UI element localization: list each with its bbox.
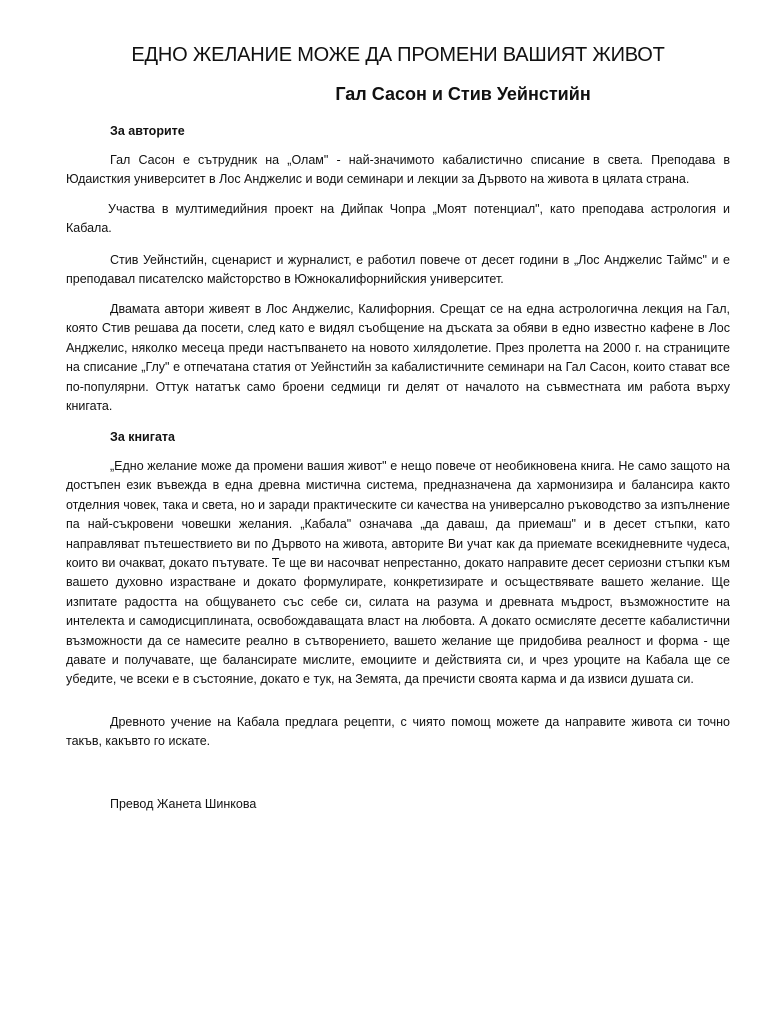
authors-line: Гал Сасон и Стив Уейнстийн: [335, 84, 591, 104]
about-book-paragraph-2: Древното учение на Кабала предлага рецепти, с чиято помощ можете да направите живота си точно такъв, какъвто го искате.: [66, 715, 730, 749]
about-authors-paragraph-2: Участва в мултимедийния проект на Дийпак Чопра „Моят потенциал", като преподава астрология и Кабала.: [66, 202, 730, 236]
about-authors-paragraph-1: Гал Сасон е сътрудник на „Олам" - най-значимото кабалистично списание в света. Преподава в Юдаисткия университет в Лос Анджелис и води семинари и лекции за Дървото на живота в цялата страна.: [66, 153, 730, 187]
about-book-paragraph-1: „Едно желание може да промени вашия живот" е нещо повече от необикновена книга. Не само защото на достъпен език въвежда в една древна мистична система, предназначена да хармонизира и балансира както отделния човек, така и света, но и заради практическите си качества на универсално ръководство за изпълнение па най-съкровени човешки желания. „Кабала" означава „да даваш, да приемаш" и в десет стъпки, като направляват пътешествието ви по Дървото на живота, авторите Ви учат как да приемате всекидневните чудеса, които ви очакват, докато пътувате. Те ще ви насочват непрестанно, докато направите десет сериозни стъпки към вашето духовно израстване и докато формулирате, конкретизирате и осъществявате вашето желание. Ще изпитате радостта на общуването със себе си, силата на разума и древната мъдрост, възможностите на интелекта и самодисциплината, освобождаващата власт на любовта. А докато осмисляте десетте кабалистични възможности да се намесите реално в сътворението, вашето желание ще придобива реалност и форма - ще давате и получавате, ще балансирате мислите, емоциите и действията си, и чрез уроците на Кабала ще се убедите, че всеки е в състояние, докато е тук, на Земята, да пречисти своята карма и да извиси душата си.: [66, 459, 730, 687]
about-book-heading: За книгата: [110, 430, 175, 444]
about-authors-paragraph-3: Стив Уейнстийн, сценарист и журналист, е работил повече от десет години в „Лос Анджелис Таймс" и е преподавал писателско майсторство в Южнокалифорнийския университет.: [66, 253, 730, 287]
about-authors-paragraph-4: Двамата автори живеят в Лос Анджелис, Калифорния. Срещат се на една астрологична лекция на Гал, която Стив решава да посети, след като е видял съобщение на дъската за обяви в едно известно кафене в Лос Анджелис, няколко месеца преди настъпването на новото хилядолетие. През пролетта на 2000 г. на страниците на списание „Глу" е отпечатана статия от Уейнстийн за кабалистичните семинари на Гал Сасон, които стават все по-популярни. Оттук нататък само броени седмици ги делят от началото на съвместната им работа върху книгата.: [66, 302, 730, 414]
translator-credit: Превод Жанета Шинкова: [110, 797, 257, 811]
document-title: ЕДНО ЖЕЛАНИЕ МОЖЕ ДА ПРОМЕНИ ВАШИЯТ ЖИВОТ: [131, 44, 665, 66]
about-authors-heading: За авторите: [110, 124, 185, 138]
